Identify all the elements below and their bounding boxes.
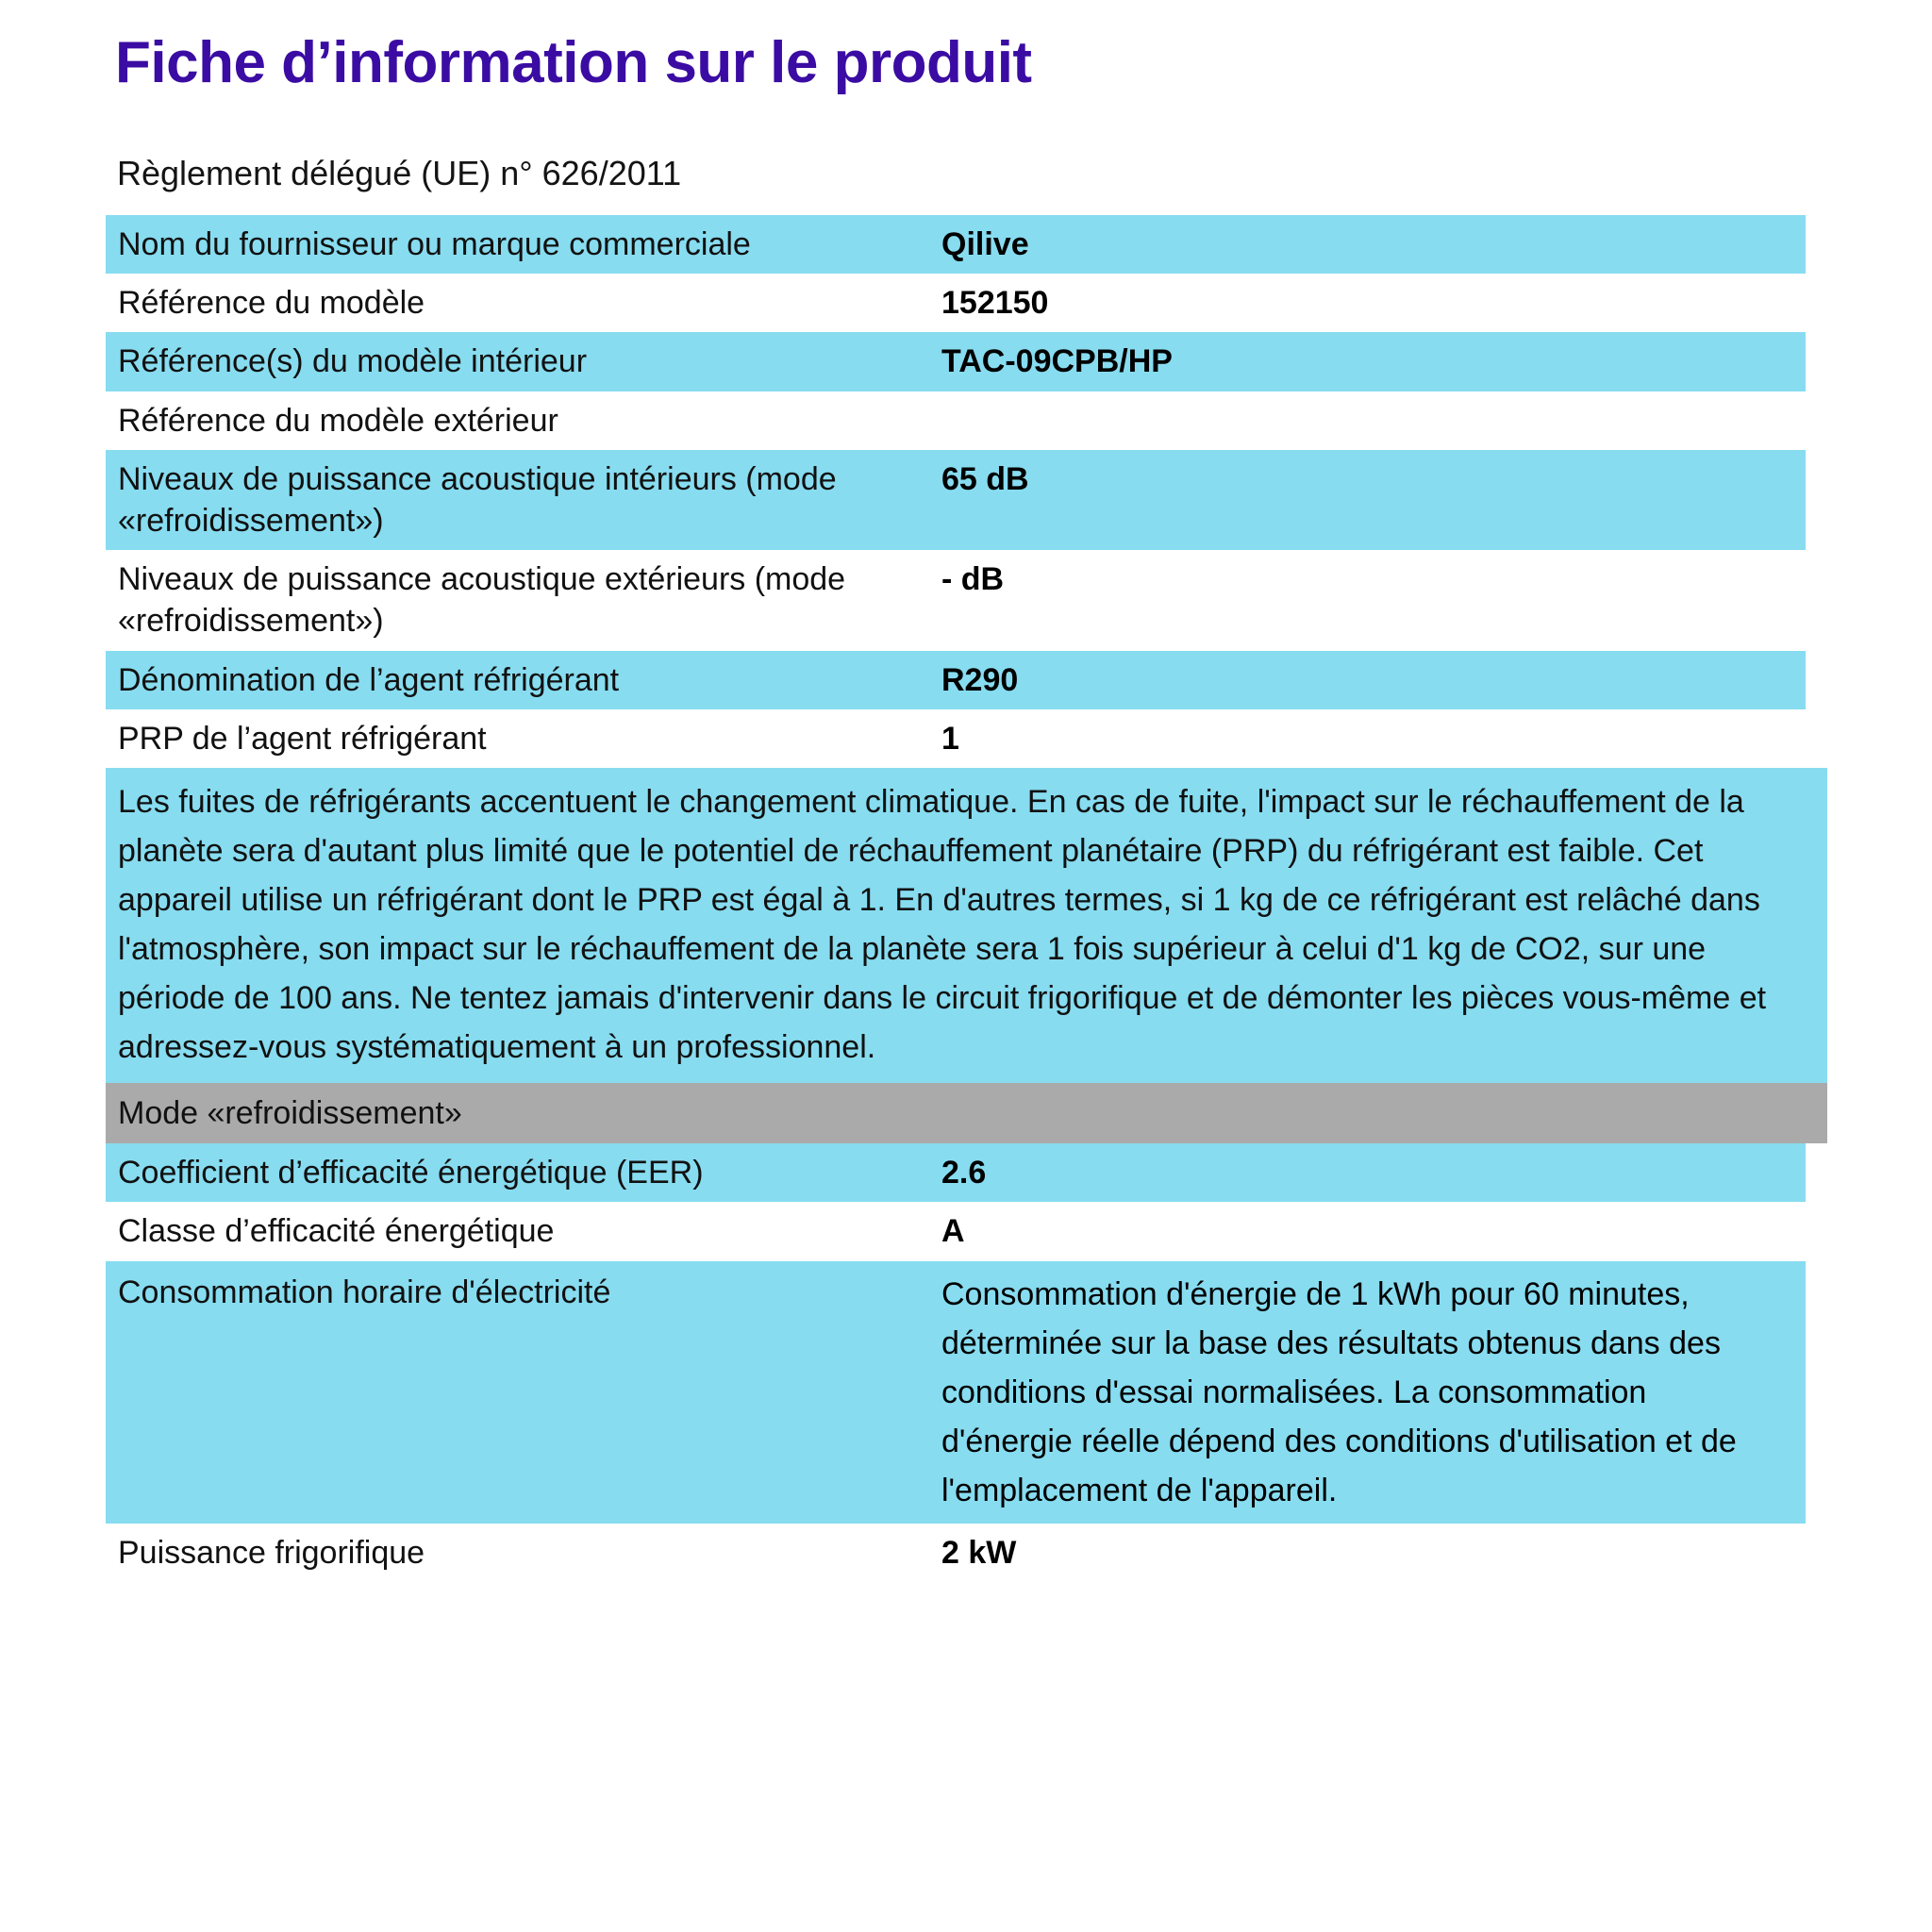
row-label: Dénomination de l’agent réfrigérant	[118, 661, 620, 698]
section-header-label: Mode «refroidissement»	[118, 1094, 462, 1131]
table-row	[106, 651, 1806, 709]
row-label: Puissance frigorifique	[118, 1534, 425, 1571]
table-row	[106, 1202, 1806, 1260]
table-row	[106, 274, 1806, 332]
table-row	[106, 1143, 1806, 1202]
regulation-subtitle: Règlement délégué (UE) n° 626/2011	[117, 154, 682, 192]
row-label: Niveaux de puissance acoustique extérieurs (mode «refroidissement»)	[118, 561, 846, 640]
row-value: 65 dB	[941, 460, 1029, 497]
product-spec-table	[106, 215, 1827, 1582]
refrigerant-warning-text: Les fuites de réfrigérants accentuent le changement climatique. En cas de fuite, l'impact sur le réchauffement de la planète sera d'autant plus limité que le potentiel de réchauffement planétaire (PRP) du réfrigérant est faible. Cet appareil utilise un réfrigérant dont le PRP est égal à 1. En d'autres termes, si 1 kg de ce réfrigérant est relâché dans l'atmosphère, son impact sur le réchauffement de la planète sera 1 fois supérieur à celui d'1 kg de CO2, sur une période de 100 ans. Ne tentez jamais d'intervenir dans le circuit frigorifique et de démonter les pièces vous-même et adressez-vous systématiquement à un professionnel.	[118, 783, 1767, 1065]
row-value: 2 kW	[941, 1534, 1017, 1571]
row-value: TAC-09CPB/HP	[941, 343, 1173, 380]
row-value: 1	[941, 720, 959, 757]
row-value: 152150	[941, 285, 1049, 322]
row-label: Classe d’efficacité énergétique	[118, 1213, 555, 1250]
row-value: A	[941, 1213, 965, 1250]
table-row	[106, 391, 1806, 450]
table-row	[106, 550, 1806, 650]
row-value: - dB	[941, 561, 1005, 598]
table-row	[106, 1524, 1806, 1582]
table-row	[106, 709, 1806, 768]
section-header-row	[106, 1083, 1827, 1143]
table-row-consumption	[106, 1261, 1806, 1524]
row-label: Coefficient d’efficacité énergétique (EER)	[118, 1155, 704, 1191]
row-value	[941, 391, 1806, 408]
table-row	[106, 215, 1806, 274]
row-label: Consommation horaire d'électricité	[118, 1274, 611, 1310]
page-title: Fiche d’information sur le produit	[115, 30, 1032, 95]
row-value: 2.6	[941, 1155, 987, 1191]
row-label: Référence(s) du modèle intérieur	[118, 343, 588, 380]
row-label: Nom du fournisseur ou marque commerciale	[118, 226, 751, 262]
table-row	[106, 450, 1806, 550]
row-label: Référence du modèle	[118, 285, 425, 322]
row-value: Qilive	[941, 226, 1029, 262]
row-value: Consommation d'énergie de 1 kWh pour 60 minutes, déterminée sur la base des résultats obtenus dans des conditions d'essai normalisées. La consommation d'énergie réelle dépend des conditions d'utilisation et de l'emplacement de l'appareil.	[941, 1275, 1737, 1508]
refrigerant-warning-block	[106, 768, 1827, 1083]
table-row	[106, 332, 1806, 391]
row-label: PRP de l’agent réfrigérant	[118, 720, 487, 757]
row-value: R290	[941, 661, 1019, 698]
row-label: Niveaux de puissance acoustique intérieurs (mode «refroidissement»)	[118, 460, 837, 539]
row-label: Référence du modèle extérieur	[118, 402, 558, 439]
